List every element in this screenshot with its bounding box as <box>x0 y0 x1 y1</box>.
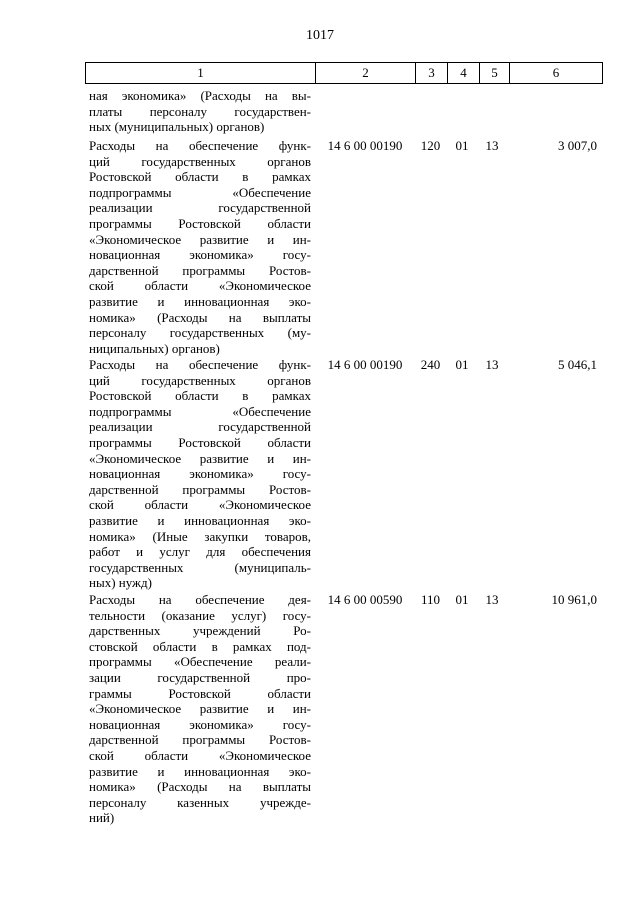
description-line: развитие и инновационная эко- <box>89 763 311 779</box>
description-line: развитие и инновационная эко- <box>89 293 311 309</box>
description-line: ных (муниципальных) органов) <box>89 119 265 135</box>
description-line: подпрограммы «Обеспечение <box>89 403 311 419</box>
description-line: дарственных учреждений Ро- <box>89 623 311 639</box>
expense-type-code: 110 <box>420 592 441 607</box>
description-line: развитие и инновационная эко- <box>89 512 311 528</box>
description-line: Ростовской области в рамках <box>89 388 311 404</box>
description-line: номика» (Иные закупки товаров, <box>89 528 311 544</box>
description-line: программы «Обеспечение реали- <box>89 654 311 670</box>
description-line: ная экономика» (Расходы на вы- <box>89 88 311 103</box>
description-line: дарственной программы Ростов- <box>89 732 311 748</box>
amount: 3 007,0 <box>558 138 597 153</box>
target-article-code: 14 6 00 00590 <box>327 592 403 607</box>
description-line: Расходы на обеспечение функ- <box>89 138 311 153</box>
description-line: «Экономическое развитие и ин- <box>89 701 311 717</box>
subsection-code: 13 <box>485 357 499 372</box>
expense-description <box>89 357 311 591</box>
column-header-row <box>85 62 603 84</box>
description-line: ской области «Экономическое <box>89 278 311 294</box>
description-line: стовской области в рамках под- <box>89 638 311 654</box>
description-line: программы Ростовской области <box>89 434 311 450</box>
description-line: «Экономическое развитие и ин- <box>89 450 311 466</box>
description-line: тельности (оказание услуг) госу- <box>89 607 311 623</box>
description-line: Ростовской области в рамках <box>89 169 311 185</box>
description-line: персоналу государственных (му- <box>89 325 311 341</box>
description-line: платы персоналу государствен- <box>89 103 311 119</box>
expense-type-code: 120 <box>420 138 441 153</box>
subsection-code: 13 <box>485 592 499 607</box>
section-code: 01 <box>455 138 469 153</box>
description-line: новационная экономика» госу- <box>89 716 311 732</box>
description-line: дарственной программы Ростов- <box>89 481 311 497</box>
description-line: «Экономическое развитие и ин- <box>89 231 311 247</box>
amount: 10 961,0 <box>551 592 597 607</box>
target-article-code: 14 6 00 00190 <box>327 138 403 153</box>
expense-type-code: 240 <box>420 357 441 372</box>
description-line: ций государственных органов <box>89 153 311 169</box>
description-line: Расходы на обеспечение функ- <box>89 357 311 372</box>
description-line: подпрограммы «Обеспечение <box>89 184 311 200</box>
column-header-5: 5 <box>480 63 510 84</box>
description-line: работ и услуг для обеспечения <box>89 544 311 560</box>
description-line: ций государственных органов <box>89 372 311 388</box>
column-header-6: 6 <box>510 63 603 84</box>
description-line: граммы Ростовской области <box>89 685 311 701</box>
column-header-3: 3 <box>416 63 448 84</box>
description-line: программы Ростовской области <box>89 215 311 231</box>
expense-description <box>89 592 311 826</box>
column-header-4: 4 <box>448 63 480 84</box>
expense-description <box>89 88 311 135</box>
description-line: ных) нужд) <box>89 575 152 591</box>
section-code: 01 <box>455 357 469 372</box>
description-line: ской области «Экономическое <box>89 497 311 513</box>
description-line: ниципальных) органов) <box>89 340 220 356</box>
description-line: дарственной программы Ростов- <box>89 262 311 278</box>
description-line: зации государственной про- <box>89 669 311 685</box>
description-line: новационная экономика» госу- <box>89 466 311 482</box>
subsection-code: 13 <box>485 138 499 153</box>
column-header-2: 2 <box>316 63 416 84</box>
description-line: ний) <box>89 810 115 826</box>
column-header-1: 1 <box>86 63 316 84</box>
amount: 5 046,1 <box>558 357 597 372</box>
description-line: реализации государственной <box>89 419 311 435</box>
description-line: ской области «Экономическое <box>89 747 311 763</box>
description-line: персоналу казенных учрежде- <box>89 794 311 810</box>
description-line: номика» (Расходы на выплаты <box>89 779 311 795</box>
expense-description <box>89 138 311 356</box>
section-code: 01 <box>455 592 469 607</box>
description-line: государственных (муниципаль- <box>89 559 311 575</box>
description-line: новационная экономика» госу- <box>89 247 311 263</box>
description-line: номика» (Расходы на выплаты <box>89 309 311 325</box>
description-line: реализации государственной <box>89 200 311 216</box>
description-line: Расходы на обеспечение дея- <box>89 592 311 607</box>
target-article-code: 14 6 00 00190 <box>327 357 403 372</box>
page-number: 1017 <box>306 28 334 43</box>
